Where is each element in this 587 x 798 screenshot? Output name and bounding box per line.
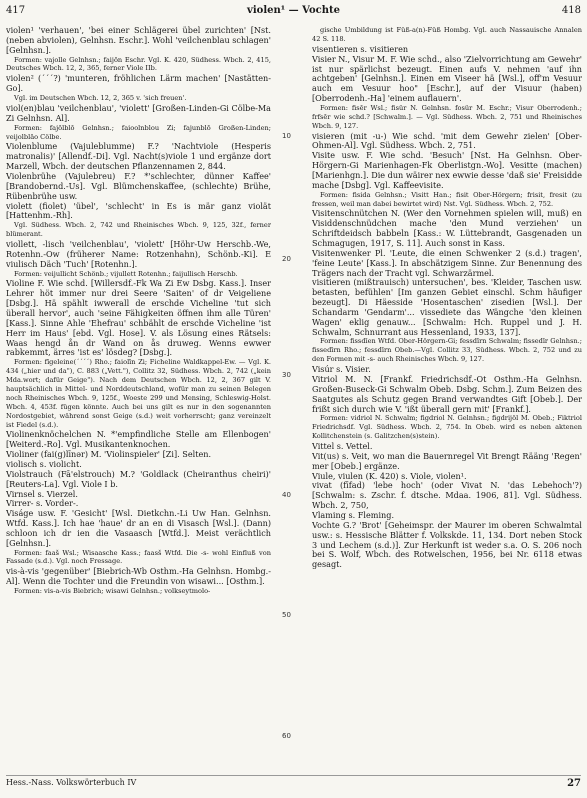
dictionary-entry: Visitenwenker Pl. 'Leute, die einen Schwenker 2 (s.d.) tragen', 'feine Leute' [Kass.]. In abschätzigem Sinne. Zur Benennung des Trägers nach der Tracht vgl. Schwarzärmel.	[312, 247, 582, 278]
dictionary-entry: Vittel s. Vettel.	[312, 441, 373, 452]
entry-note: Formen: faaš Wsl.; Wisaasche Kass.; faasš Wtfd. Die -s- wohl Einfluß von Fassade (s.d.). Vgl. noch Fressage.	[6, 548, 271, 566]
dictionary-entry: Visúr s. Visier.	[312, 364, 371, 375]
running-title: violen¹ — Vochte	[247, 5, 340, 16]
line-number: 20	[282, 255, 291, 263]
right-column	[312, 26, 582, 770]
dictionary-entry: visentieren s. visitieren	[312, 43, 409, 54]
dictionary-entry: vis-à-vis 'gegenüber' [Biebrich-Wb Osthm.-Ha Gelnhsn. Hombg.-Al]. Wenn die Tochter und die Freundin von wisawi... [Osthm.].	[6, 566, 271, 587]
entry-note: Formen: fajōlblō Gelnhsn.; faioolnblou Zi; fajunblō Großen-Linden; veijolblāo Cölbe.	[6, 123, 271, 141]
entry-note: Formen: fīgeleine(´´´´) Rho.; faiolīn Zi; Ficheline Waldkappel-Ew. — Vgl. K. 434 („hier und da"), C. 883 („Vett."), Collitz 32, Südhess. Wbch. 2, 742 („kein Mda.wort; dafür Geige"). Nach dem Deutschen Wbch. 12, 2, 367 gilt V. hauptsächlich in Mittel- und Norddeutschland, wofür man zu seinen Belegen noch Rheinisches Wbch. 9, 125f., Woeste 299 und Mensing, Schleswig-Holst. Wbch. 4, 453f. fügen könnte. Auch bei uns gilt es nur in den sogenannten Nordostgebiet, während sonst Geige (s.d.) weit vorherrscht; ganz vereinzelt ist Fiedel (s.d.).	[6, 358, 271, 429]
dictionary-entry: Violinenknöchelchen N. *'empfindliche Stelle am Ellenbogen' [Weiterd.-Ro]. Vgl. Musikantenknochen.	[6, 429, 271, 450]
line-number: 40	[282, 491, 291, 499]
footer-rule	[6, 775, 581, 776]
dictionary-entry: visitieren (mißtrauisch) untersuchen', bes. 'Kleider, Taschen usw. betasten, befühlen' [Im ganzen Gebiet einschl. Schm häufiger bezeugt]. Di Häesside 'Hosentaschen' zisedien [Wsl.]. Der Schandarm 'Gendarm'... vissediete das Wängche 'den kleinen Wagen' eklig genauw... [Schwalm: Hch. Ruppel und J. H. Schwalm, Schnurrant aus Hessenland, 1933, 137].	[312, 277, 582, 337]
dictionary-entry: Violenblume (Vajuleblumme) F.? 'Nachtviole (Hesperis matronalis)' [Allendf.-Di]. Vgl. Nacht(s)viole 1 und ergänze dort Marzell, Wbch. der deutschen Pflanzennamen 2, 844.	[6, 141, 271, 172]
dictionary-entry: violett (fiolet) 'übel', 'schlecht' in Es is mär ganz violät [Hattenhm.-Rh].	[6, 200, 271, 221]
dictionary-entry: Vochte G.? 'Brot' [Geheimspr. der Maurer im oberen Schwalmtal usw.: s. Hessische Blätter f. Volkskde. 11, 134. Dort neben Stock 3 und Lechem (s.d.)]. Zur Herkunft ist weder s.a. O. S. 206 noch bei S. Wolf, Wbch. des Rotwelschen, 1956, bei Nr. 6118 etwas gesagt.	[312, 519, 582, 570]
dictionary-entry: Violenbrühe (Vajulebreu) F.? *'schlechter, dünner Kaffee' [Brandobernd.-Us]. Vgl. Blümchenskaffee, (schlechte) Brühe, Rübenbrühe usw.	[6, 170, 271, 201]
footer-book-title: Hess.-Nass. Volkswörterbuch IV	[6, 778, 137, 787]
line-number: 60	[282, 732, 291, 740]
entry-note: Formen: fissdīen Wtfd. Ober-Hörgern-Gi; fessdīrn Schwalm; fissedīr Gelnhsn.; fissedīrn Rho.; fessdīrn Obeb.—Vgl. Collitz 33, Südhess. Wbch. 2, 752 und zu den Formen mit -s- auch Rheinisches Wbch. 9, 127.	[312, 337, 582, 364]
entry-note: Formen: fisēr Wsl.; fisür N. Gelnhsn. fosür M. Eschr.; Visur Oberrodenh.; frfsēr wie schd.? [Schwalm.]. — Vgl. Südhess. Wbch. 2, 751 und Rheinisches Wbch. 9, 127.	[312, 103, 582, 130]
page-header	[6, 5, 581, 19]
line-number: 50	[282, 611, 291, 619]
entry-note: Formen: vajolle Gelnhsn.; faijōn Eschr. Vgl. K. 420, Südhess. Wbch. 2, 415, Deutsches Wbch. 12, 2, 365, ferner Viole IIb.	[6, 55, 271, 73]
dictionary-entry: Violiner (fai(g)līnər) M. 'Violinspieler' [Zi]. Selten.	[6, 449, 212, 460]
dictionary-entry: Virrer- s. Vorder-.	[6, 498, 79, 509]
dictionary-entry: Vlaming s. Fleming.	[312, 510, 395, 520]
dictionary-entry: Violstrauch (Fā'elstrouch) M.? 'Goldlack (Cheiranthus cheiri)' [Reuters-La]. Vgl. Viole I b.	[6, 468, 271, 489]
dictionary-entry: violen¹ 'verhauen', 'bei einer Schlägerei übel zurichten' [Nst. (neben abviolen), Gelnhsn. Eschr.]. Wohl 'veilchenblau schlagen' [Gelnhsn.].	[6, 26, 271, 55]
entry-note: Formen: vidriol N. Schwalm; figdriol N. Gelnhsn.; figdrijöl M. Obeb.; Fiktriol Friedrichsdf. Vgl. Südhess. Wbch. 2, 754. In Obeb. wird es neben aktenen Kollitchenstein (s. Galitzchen(s)stein).	[312, 414, 582, 441]
dictionary-entry: vivat (fīfad) 'lebe hoch' (oder Vivat N. 'das Lebehoch'?) [Schwalm: s. Zschr. f. dtsche. Mdaa. 1906, 81]. Vgl. Südhess. Wbch. 2, 750,	[312, 480, 582, 511]
dictionary-entry: Vit(us) s. Veit, wo man die Bauernregel Vit Brengt Rääng 'Regen' mer [Obeb.] ergänze.	[312, 450, 582, 471]
line-number: 10	[282, 132, 291, 140]
dictionary-entry: Visier N., Visur M. F. Wie schd., also 'Zielvorrichtung am Gewehr' ist nur spärlichst bezeugt. Einen aufs V. nehmen 'auf ihn achtgeben' [Gelnhsn.]. Einen em Viseer hä [Wsl.], off'm Vesuur auch em Vesuur hoo" [Eschr.], auf der Visuur (haben) [Oberrodenh.-Ha] 'einem auflauern'.	[312, 53, 582, 104]
dictionary-entry: Viságe usw. F. 'Gesicht' [Wsl. Dietkchn.-Li Uw Han. Gelnhsn. Wtfd. Kass.]. Ich hae 'haue' dr an en di Visasch [Wsl.]. (Dann) schloon ich dr ien die Vasaasch [Wtfd.]. Meist verächtlich [Gelnhsn.].	[6, 508, 271, 548]
signature-number: 27	[567, 778, 581, 789]
dictionary-entry: Virnsel s. Vierzel.	[6, 488, 78, 499]
dictionary-entry: violisch s. violicht.	[6, 458, 82, 469]
dictionary-entry: viollett, -lisch 'veilchenblau', 'violett' [Höhr-Uw Herschb.-We, Rotenhn.-Ow (früherer Name: Rotzenhahn), Schönb.-Ki]. E viulisch Däch 'Tuch' [Rotenhn.].	[6, 239, 271, 269]
dictionary-entry: Vitriol M. N. [Frankf. Friedrichsdf.-Ot Osthm.-Ha Gelnhsn. Großen-Buseck-Gi Schwalm Obeb. Dsbg. Schm.]. Zum Beizen des Saatgutes als Schutz gegen Brand verwandtes Gift [Obeb.]. Der frißt sich durch wie V. 'ißt überall gern mit' [Frankf.].	[312, 374, 582, 414]
entry-note: Vgl. Südhess. Wbch. 2, 742 und Rheinisches Wbch. 9, 125, 32f., ferner blümerant.	[6, 221, 271, 239]
dictionary-entry: Violine F. Wie schd. [Willersdf.-Fk Wa Zi Ew Dsbg. Kass.]. Inser Lehrer höt immer nur drei Seere 'Saiten' of dr Veigeliene [Dsbg.]. Hä spählt iwwerall de erschde Vicheline 'tut sich überall hervor', auch 'seine Fähigkeiten öffnen ihm alle Türen' [Kass.]. Sinne Ahle 'Ehefrau' schbählt de erschde Vicheline 'ist Herr im Haus' [ebd. Vgl. Hose]. V. als Lösung eines Rätsels: Waas hengd ån dr Wand on ås druweg. Wenns ewwer rabkemmt, ärres 'ist es' lösdeg? [Dsbg.].	[6, 278, 271, 358]
entry-note: Formen: veijullicht Schönb.; vijullett Rotenhn.; faijullisch Herschb.	[14, 269, 238, 278]
dictionary-entry: Viule, viulen (K. 420) s. Viole, violen¹.	[312, 470, 467, 481]
entry-note: Formen: fisida Gelnhsn.; Visitt Han.; fisit Ober-Hörgern; frisit, fresit (zu fressen, weil man dabei bewirtet wird) Nst. Vgl. Südhess. Wbch. 2, 752.	[312, 190, 582, 208]
entry-note: Formen: vis-a-vis Biebrich; wisawi Gelnhsn.; volkseytmolo-	[14, 587, 211, 596]
dictionary-entry: Visite usw. F. Wie schd. 'Besuch' [Nst. Ha Gelnhsn. Ober-Hörgern-Gi Marienhagen-Fk Oberlistgn.-Wo]. Vesitte (machen) [Marienhgn.]. Die dun wäirer nex ewwie desse 'daß sie' Freisidde mache [Dsbg]. Vgl. Kaffeevisite.	[312, 150, 582, 190]
page-footer	[6, 778, 581, 790]
dictionary-entry: visieren (mit -u-) Wie schd. 'mit dem Gewehr zielen' [Ober-Ohmen-Al]. Vgl. Südhess. Wbch. 2, 751.	[312, 130, 582, 151]
entry-note: Vgl. im Deutschen Wbch. 12, 2, 365 v. 'sich freuen'.	[14, 94, 187, 103]
left-column	[6, 26, 271, 770]
page-number-right: 418	[561, 5, 581, 16]
dictionary-entry: Visitenschnütchen N. (Wer den Vornehmen spielen will, muß) en Visiddenschnüdchen mache 'den Mund verziehen' un Schriftdeidsch babbeln [Kass.: W. Lüttebrandt, Gasgenaden un Schmagugen, 1917, S. 11]. Auch sonst in Kass.	[312, 208, 582, 248]
line-number: 30	[282, 371, 291, 379]
dictionary-entry: viol(en)blau 'veilchenblau', 'violett' [Großen-Linden-Gi Cölbe-Ma Zi Gelnhsn. Al].	[6, 102, 271, 123]
entry-note: gische Umbildung ist Füß-a(n)-Füß Hombg. Vgl. auch Nassauische Annalen 42 S. 118.	[312, 26, 582, 43]
dictionary-entry: violen² (´´´?) 'munteren, fröhlichen Lärm machen' [Nastätten-Go].	[6, 73, 271, 94]
page-number-left: 417	[6, 5, 26, 16]
